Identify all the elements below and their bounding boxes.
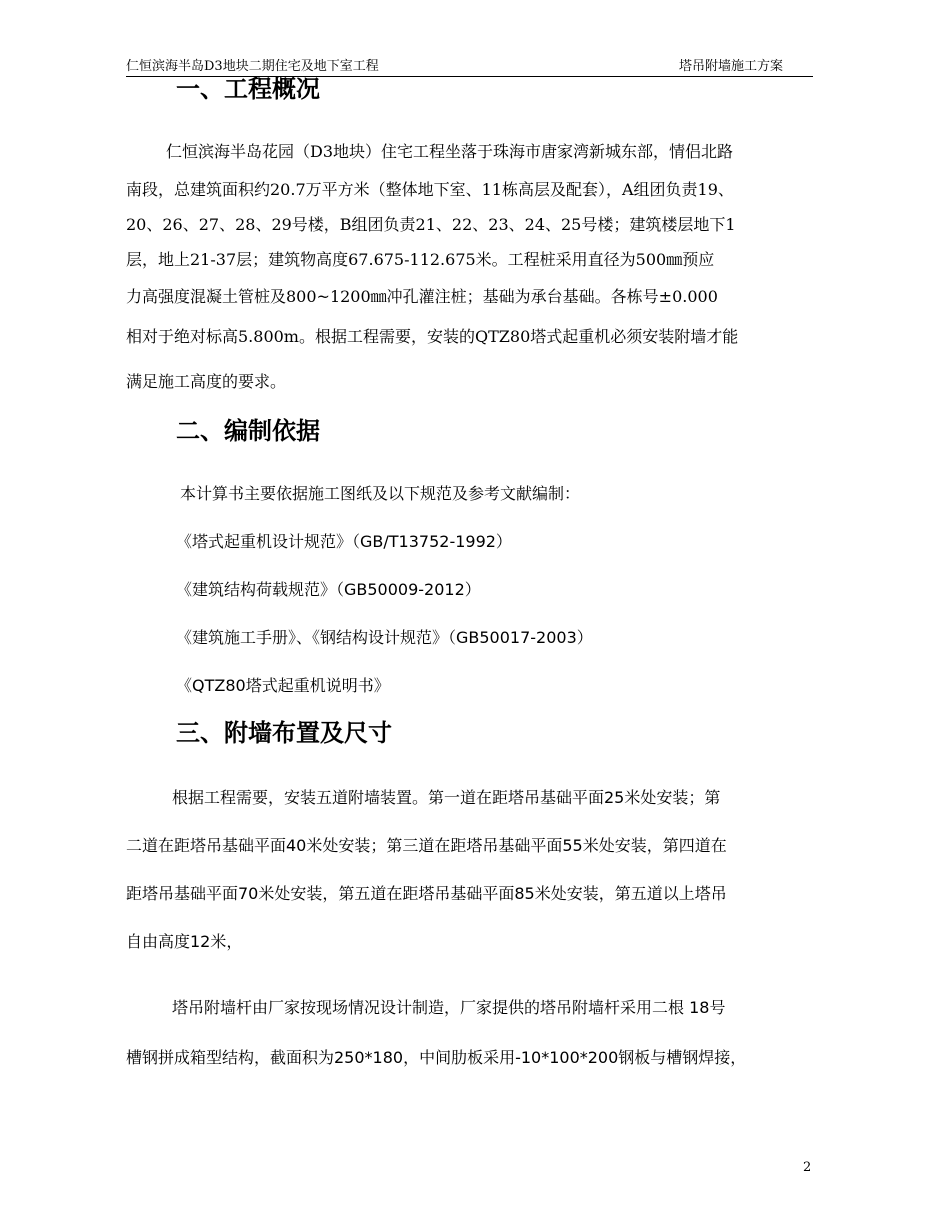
section-3-para-1-line-4: 自由高度12米， xyxy=(126,932,243,951)
section-3-para-2-line-2: 槽钢拼成箱型结构，截面积为250*180，中间肋板采用-10*100*200钢板与槽钢焊接， xyxy=(126,1048,747,1067)
header-document-title: 塔吊附墙施工方案 xyxy=(678,59,783,74)
header-project-title: 仁恒滨海半岛D3地块二期住宅及地下室工程 xyxy=(126,59,379,74)
section-1-line-4: 层，地上21-37层；建筑物高度67.675-112.675米。工程桩采用直径为500㎜预应 xyxy=(126,250,715,269)
section-3-para-1-line-1: 根据工程需要，安装五道附墙装置。第一道在距塔吊基础平面25米处安装；第 xyxy=(172,788,721,807)
section-1-line-3: 20、26、27、28、29号楼，B组团负责21、22、23、24、25号楼；建筑楼层地下1 xyxy=(126,215,736,234)
section-1-line-7: 满足施工高度的要求。 xyxy=(126,372,287,391)
section-3-para-1-line-3: 距塔吊基础平面70米处安装，第五道在距塔吊基础平面85米处安装，第五道以上塔吊 xyxy=(126,884,727,903)
section-1-heading: 一、工程概况 xyxy=(176,75,320,103)
section-1-line-5: 力高强度混凝土管桩及800~1200㎜冲孔灌注桩；基础为承台基础。各栋号±0.000 xyxy=(126,287,718,306)
reference-item: 《建筑结构荷载规范》（GB50009-2012） xyxy=(176,580,481,599)
section-3-para-2-line-1: 塔吊附墙杆由厂家按现场情况设计制造，厂家提供的塔吊附墙杆采用二根 18号 xyxy=(172,998,726,1017)
page-number: 2 xyxy=(803,1160,812,1175)
section-3-para-1-line-2: 二道在距塔吊基础平面40米处安装；第三道在距塔吊基础平面55米处安装，第四道在 xyxy=(126,836,727,855)
section-2-heading: 二、编制依据 xyxy=(176,417,320,445)
reference-item: 《塔式起重机设计规范》（GB/T13752-1992） xyxy=(176,532,512,551)
section-2-intro: 本计算书主要依据施工图纸及以下规范及参考文献编制： xyxy=(180,484,581,503)
section-1-line-2: 南段，总建筑面积约20.7万平方米（整体地下室、11栋高层及配套），A组团负责19、 xyxy=(126,180,734,199)
reference-item: 《建筑施工手册》、《钢结构设计规范》（GB50017-2003） xyxy=(176,628,593,647)
reference-item: 《QTZ80塔式起重机说明书》 xyxy=(176,676,390,695)
section-1-line-1: 仁恒滨海半岛花园（D3地块）住宅工程坐落于珠海市唐家湾新城东部，情侣北路 xyxy=(166,142,734,161)
section-3-heading: 三、附墙布置及尺寸 xyxy=(176,719,392,747)
section-1-line-6: 相对于绝对标高5.800m。根据工程需要，安装的QTZ80塔式起重机必须安装附墙才能 xyxy=(126,327,739,346)
